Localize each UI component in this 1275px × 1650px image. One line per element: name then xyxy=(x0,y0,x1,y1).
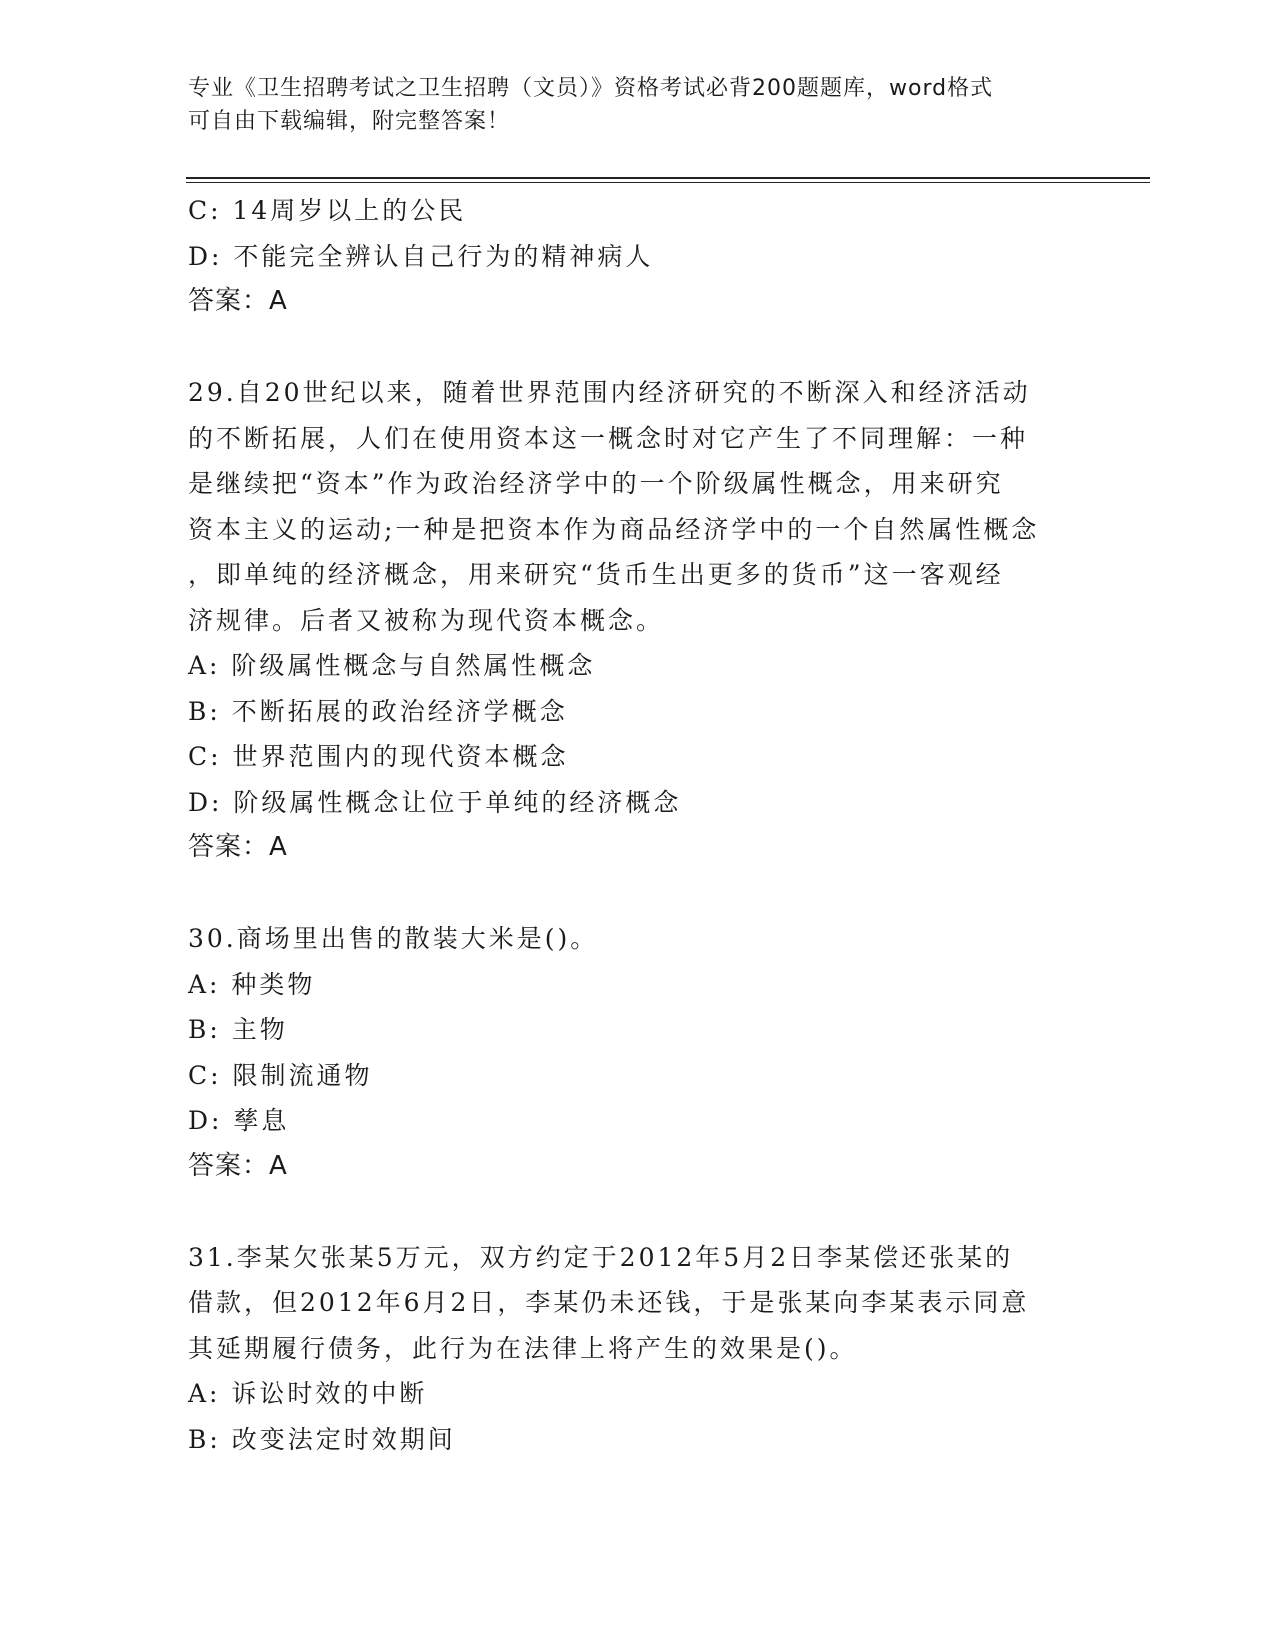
question-stem-line: ，即单纯的经济概念，用来研究“货币生出更多的货币”这一客观经 xyxy=(188,560,1004,589)
header-rule-thin xyxy=(186,182,1150,183)
document-header xyxy=(188,72,1088,138)
answer-label: 答案：A xyxy=(188,286,288,316)
question-stem-line: 其延期履行债务，此行为在法律上将产生的效果是()。 xyxy=(188,1333,858,1363)
question-30 xyxy=(188,916,1088,1189)
spacer xyxy=(188,1189,1088,1235)
question-28 xyxy=(188,188,1088,325)
question-stem-line: 济规律。后者又被称为现代资本概念。 xyxy=(188,605,665,635)
option-c: C: 14周岁以上的公民 xyxy=(188,196,467,225)
question-stem-line: 是继续把“资本”作为政治经济学中的一个阶级属性概念，用来研究 xyxy=(188,469,1004,498)
header-line-2: 可自由下载编辑，附完整答案！ xyxy=(188,109,511,134)
question-29 xyxy=(188,370,1088,871)
question-stem-line: 的不断拓展，人们在使用资本这一概念时对它产生了不同理解：一种 xyxy=(188,423,1029,453)
option-b: B: 主物 xyxy=(188,1015,288,1044)
option-a: A: 诉讼时效的中断 xyxy=(188,1379,428,1408)
question-content xyxy=(188,188,1088,1462)
option-b: B: 不断拓展的政治经济学概念 xyxy=(188,696,568,726)
question-31 xyxy=(188,1235,1088,1463)
option-d: D: 阶级属性概念让位于单纯的经济概念 xyxy=(188,787,682,817)
header-line-1: 专业《卫生招聘考试之卫生招聘（文员）》资格考试必背200题题库，word格式 xyxy=(188,76,994,101)
question-stem-line: 资本主义的运动;一种是把资本作为商品经济学中的一个自然属性概念 xyxy=(188,514,1040,544)
option-a: A: 种类物 xyxy=(188,969,316,999)
option-c: C: 限制流通物 xyxy=(188,1060,373,1090)
spacer xyxy=(188,325,1088,371)
option-d: D: 不能完全辨认自己行为的精神病人 xyxy=(188,241,654,271)
question-stem-line: 借款，但2012年6月2日，李某仍未还钱，于是张某向李某表示同意 xyxy=(188,1288,1030,1317)
header-rule-thick xyxy=(186,177,1150,179)
question-stem-line: 31.李某欠张某5万元，双方约定于2012年5月2日李某偿还张某的 xyxy=(188,1242,1014,1272)
question-stem-line: 30.商场里出售的散装大米是()。 xyxy=(188,924,599,953)
option-d: D: 孳息 xyxy=(188,1106,290,1135)
answer-label: 答案：A xyxy=(188,832,288,862)
question-stem-line: 29.自20世纪以来，随着世界范围内经济研究的不断深入和经济活动 xyxy=(188,378,1031,407)
option-a: A: 阶级属性概念与自然属性概念 xyxy=(188,651,596,680)
spacer xyxy=(188,871,1088,917)
option-b: B: 改变法定时效期间 xyxy=(188,1424,456,1454)
answer-label: 答案：A xyxy=(188,1150,288,1181)
option-c: C: 世界范围内的现代资本概念 xyxy=(188,742,569,771)
